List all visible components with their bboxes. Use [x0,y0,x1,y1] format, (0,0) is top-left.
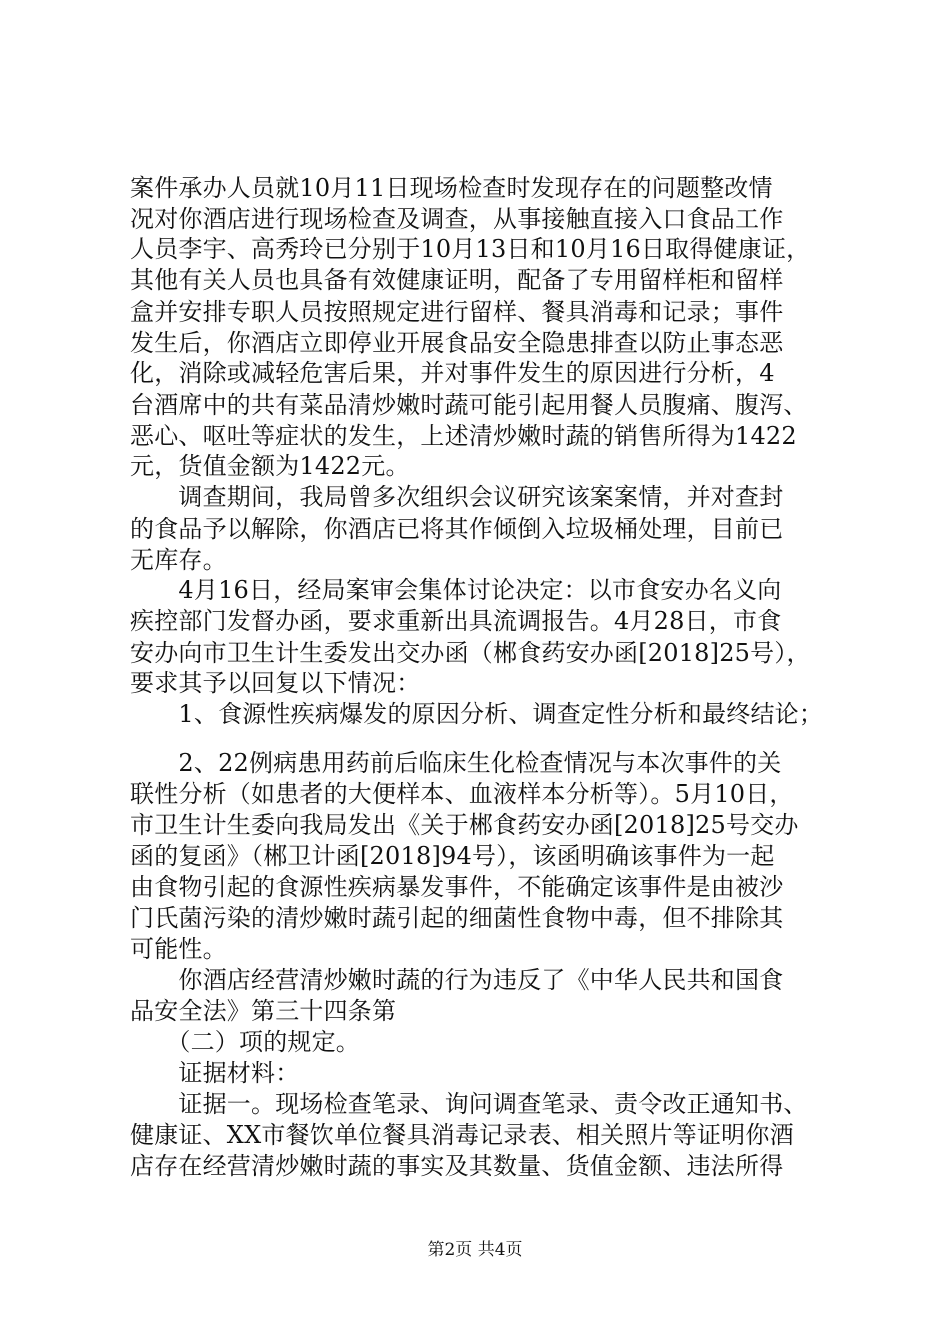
text-line: 恶心、呕吐等症状的发生，上述清炒嫩时蔬的销售所得为1422 [130,421,797,450]
text-line: 的食品予以解除，你酒店已将其作倾倒入垃圾桶处理，目前已 [130,514,784,543]
text-line: 案件承办人员就10月11日现场检查时发现存在的问题整改情 [130,174,773,202]
text-line: 人员李宇、高秀玲已分别于10月13日和10月16日取得健康证， [130,235,811,264]
text-line: 元，货值金额为1422元。 [130,452,410,481]
text-line: 市卫生计生委向我局发出《关于郴食药安办函[2018]25号交办 [130,811,799,840]
text-line: 调查期间，我局曾多次组织会议研究该案案情，并对查封 [130,483,784,512]
text-line: 品安全法》第三十四条第 [130,996,397,1025]
text-line: 要求其予以回复以下情况： [130,669,421,698]
text-line: 无库存。 [130,545,227,574]
text-line: 健康证、XX市餐饮单位餐具消毒记录表、相关照片等证明你酒 [130,1121,794,1150]
text-line: 1、食源性疾病爆发的原因分析、调查定性分析和最终结论； [130,700,824,729]
text-line: 联性分析（如患者的大便样本、血液样本分析等）。5月10日， [130,779,794,808]
text-line: 况对你酒店进行现场检查及调查，从事接触直接入口食品工作 [130,204,784,233]
text-line: 证据一。现场检查笔录、询问调查笔录、责令改正通知书、 [130,1089,808,1118]
text-line: 其他有关人员也具备有效健康证明，配备了专用留样柜和留样 [130,266,784,295]
text-line: （二）项的规定。 [130,1028,360,1057]
text-line: 安办向市卫生计生委发出交办函（郴食药安办函[2018]25号）， [130,638,811,667]
text-line: 证据材料： [130,1058,300,1087]
text-line: 盒并安排专职人员按照规定进行留样、餐具消毒和记录；事件 [130,297,784,326]
text-line: 发生后，你酒店立即停业开展食品安全隐患排查以防止事态恶 [130,328,784,357]
text-line: 疾控部门发督办函，要求重新出具流调报告。4月28日，市食 [130,607,782,636]
text-line: 化，消除或减轻危害后果，并对事件发生的原因进行分析，4 [130,359,775,388]
text-line: 2、22例病患用药前后临床生化检查情况与本次事件的关 [130,748,782,777]
text-line: 你酒店经营清炒嫩时蔬的行为违反了《中华人民共和国食 [130,965,784,994]
text-line: 台酒席中的共有菜品清炒嫩时蔬可能引起用餐人员腹痛、腹泻、 [130,390,808,419]
text-line: 店存在经营清炒嫩时蔬的事实及其数量、货值金额、违法所得 [130,1152,784,1180]
page-footer: 第2页 共4页 [427,1240,523,1260]
text-line: 可能性。 [130,935,227,964]
text-line: 函的复函》（郴卫计函[2018]94号），该函明确该事件为一起 [130,841,775,870]
text-line: 门氏菌污染的清炒嫩时蔬引起的细菌性食物中毒，但不排除其 [130,904,784,933]
text-line: 4月16日，经局案审会集体讨论决定：以市食安办名义向 [130,576,782,605]
text-line: 由食物引起的食源性疾病暴发事件，不能确定该事件是由被沙 [130,872,784,901]
